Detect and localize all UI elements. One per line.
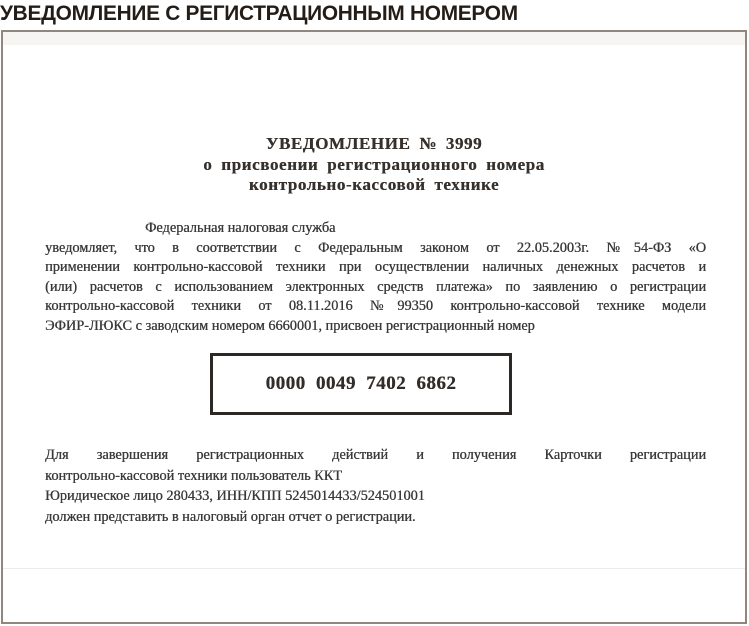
doc-title-line-2: о присвоении регистрационного номера: [203, 154, 545, 174]
doc-footer-line: Юридическое лицо 280433, ИНН/КПП 5245014433/524501001: [45, 488, 425, 504]
doc-footer-paragraph: [45, 445, 706, 527]
doc-body-line: контрольно-кассовой техники от 08.11.2016 №99350 контрольно-кассовой технике модели: [45, 298, 706, 315]
doc-body-line: Федеральная налоговая служба: [145, 220, 336, 236]
doc-body-paragraph: [45, 219, 706, 337]
page-title: УВЕДОМЛЕНИЕ С РЕГИСТРАЦИОННЫМ НОМЕРОМ: [0, 1, 518, 25]
doc-body-line: уведомляет, что в соответствии с Федеральным законом от 22.05.2003г. №54-ФЗ «О: [45, 239, 706, 256]
doc-body-line: применении контрольно-кассовой техники при осуществлении наличных денежных расчетов и: [45, 259, 706, 276]
doc-body-line: (или) расчетов с использованием электронных средств платежа» по заявлению о регистрации: [45, 278, 706, 295]
registration-number-box: [210, 353, 512, 415]
doc-title: [3, 134, 745, 196]
scan-edge-top: [3, 32, 745, 45]
document-scan: [1, 30, 747, 624]
doc-footer-line: Для завершения регистрационных действий и получения Карточки регистрации: [45, 447, 706, 463]
doc-body-line: ЭФИР-ЛЮКС с заводским номером 6660001, присвоен регистрационный номер: [45, 317, 535, 334]
scan-edge-bottom: [3, 568, 745, 569]
doc-footer-line: контрольно-кассовой техники пользователь ККТ: [45, 467, 342, 484]
doc-title-line-1: УВЕДОМЛЕНИЕ № 3999: [265, 134, 483, 153]
doc-title-line-3: контрольно-кассовой технике: [248, 175, 500, 194]
registration-number: 0000 0049 7402 6862: [265, 373, 457, 394]
doc-footer-line: должен представить в налоговый орган отчет о регистрации.: [45, 508, 416, 525]
